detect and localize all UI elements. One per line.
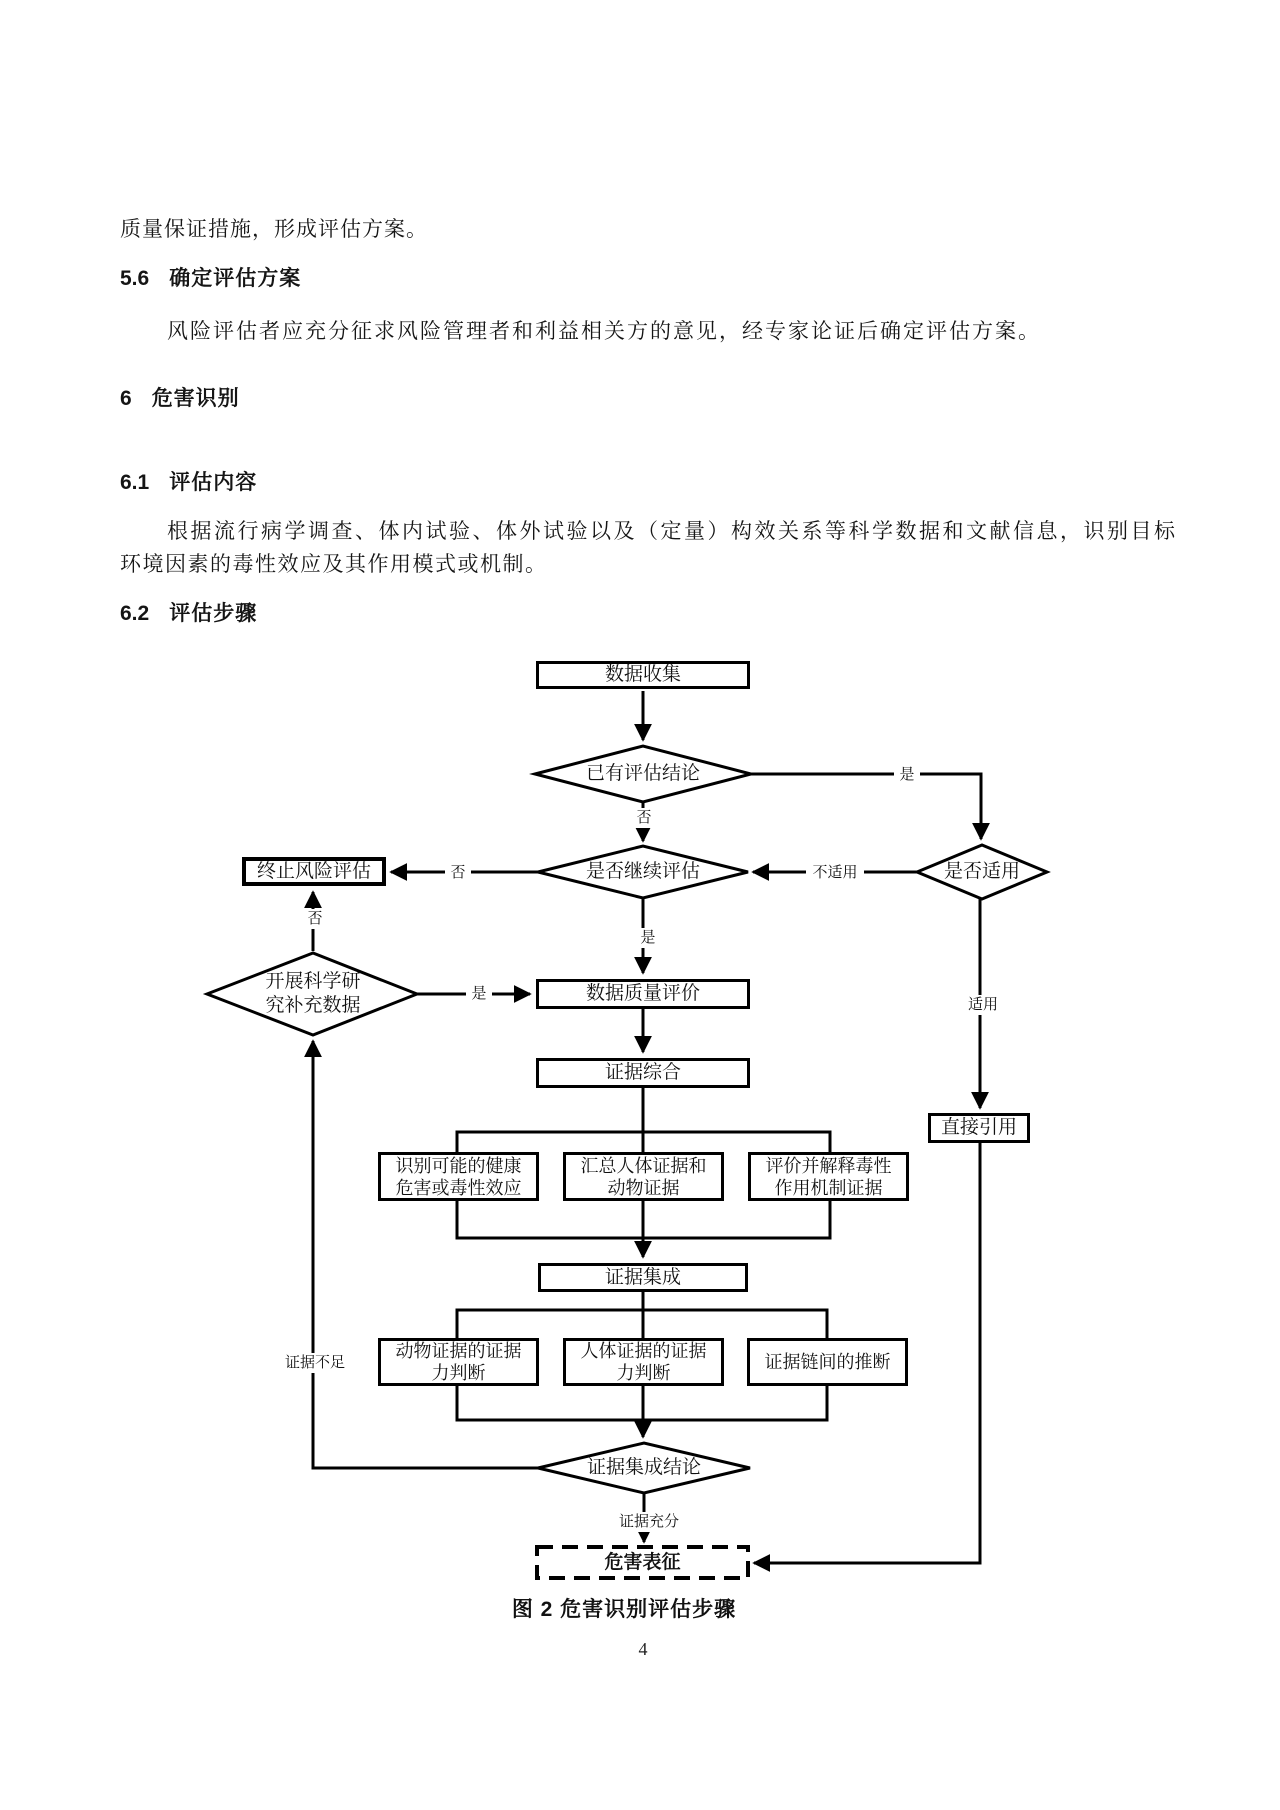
node-summarize-evidence: 汇总人体证据和 动物证据 xyxy=(563,1152,724,1201)
node-hazard-characterization-label: 危害表征 xyxy=(604,1551,681,1573)
node-identify-health-hazard: 识别可能的健康 危害或毒性效应 xyxy=(378,1152,539,1201)
heading-number: 5.6 xyxy=(120,267,150,290)
paragraph-6-1-line1: 根据流行病学调查、体内试验、体外试验以及（定量）构效关系等科学数据和文献信息，识别目标 xyxy=(167,519,1178,543)
paragraph-continuation: 质量保证措施，形成评估方案。 xyxy=(120,217,428,241)
edge-label-yes-research: 是 xyxy=(466,984,492,1004)
heading-number: 6 xyxy=(120,387,132,410)
node-human-evidence-weight: 人体证据的证据 力判断 xyxy=(563,1338,724,1386)
node-evidence-integration: 证据集成 xyxy=(538,1263,748,1292)
paragraph-5-6: 风险评估者应充分征求风险管理者和利益相关方的意见，经专家论证后确定评估方案。 xyxy=(167,319,1041,343)
paragraph-6-1-line2: 环境因素的毒性效应及其作用模式或机制。 xyxy=(120,552,548,576)
edge-label-yes-continue: 是 xyxy=(635,928,661,948)
edge-label-no-top: 否 xyxy=(631,808,657,828)
edge-label-evidence-insufficient: 证据不足 xyxy=(279,1353,351,1373)
edge-label-no-terminate: 否 xyxy=(302,909,328,929)
page-number: 4 xyxy=(638,1639,648,1659)
node-evaluate-mechanism-evidence: 评价并解释毒性 作用机制证据 xyxy=(748,1152,909,1201)
node-evidence-synthesis: 证据综合 xyxy=(536,1058,750,1088)
diamond-label-integration-conclusion: 证据集成结论 xyxy=(586,1457,701,1478)
node-data-quality-evaluation: 数据质量评价 xyxy=(536,979,750,1009)
edge-label-yes-top: 是 xyxy=(894,765,920,785)
heading-title: 确定评估方案 xyxy=(169,267,302,290)
diamond-label-existing-conclusion: 已有评估结论 xyxy=(585,763,700,784)
node-data-collection: 数据收集 xyxy=(536,661,750,689)
arrow-insufficient-loop xyxy=(313,1041,538,1468)
heading-title: 危害识别 xyxy=(151,387,240,410)
heading-number: 6.2 xyxy=(120,602,150,625)
node-evidence-chain-inference: 证据链间的推断 xyxy=(747,1338,908,1386)
heading-title: 评估步骤 xyxy=(169,602,258,625)
diamond-label-applicable: 是否适用 xyxy=(943,861,1020,882)
edge-label-evidence-sufficient: 证据充分 xyxy=(613,1512,685,1532)
node-direct-citation: 直接引用 xyxy=(928,1113,1030,1143)
edge-label-not-applicable: 不适用 xyxy=(806,863,864,883)
diamond-label-continue-assess: 是否继续评估 xyxy=(585,861,700,882)
node-animal-evidence-weight: 动物证据的证据 力判断 xyxy=(378,1338,539,1386)
heading-title: 评估内容 xyxy=(169,471,258,494)
node-terminate-risk-assessment: 终止风险评估 xyxy=(242,857,386,886)
figure-caption: 图 2 危害识别评估步骤 xyxy=(511,1598,737,1621)
heading-number: 6.1 xyxy=(120,471,150,494)
diamond-label-research: 开展科学研 究补充数据 xyxy=(265,971,361,1016)
edge-label-applicable: 适用 xyxy=(962,995,1004,1015)
edge-label-no-left: 否 xyxy=(445,863,471,883)
arrow-conclusion-yes xyxy=(751,774,981,839)
